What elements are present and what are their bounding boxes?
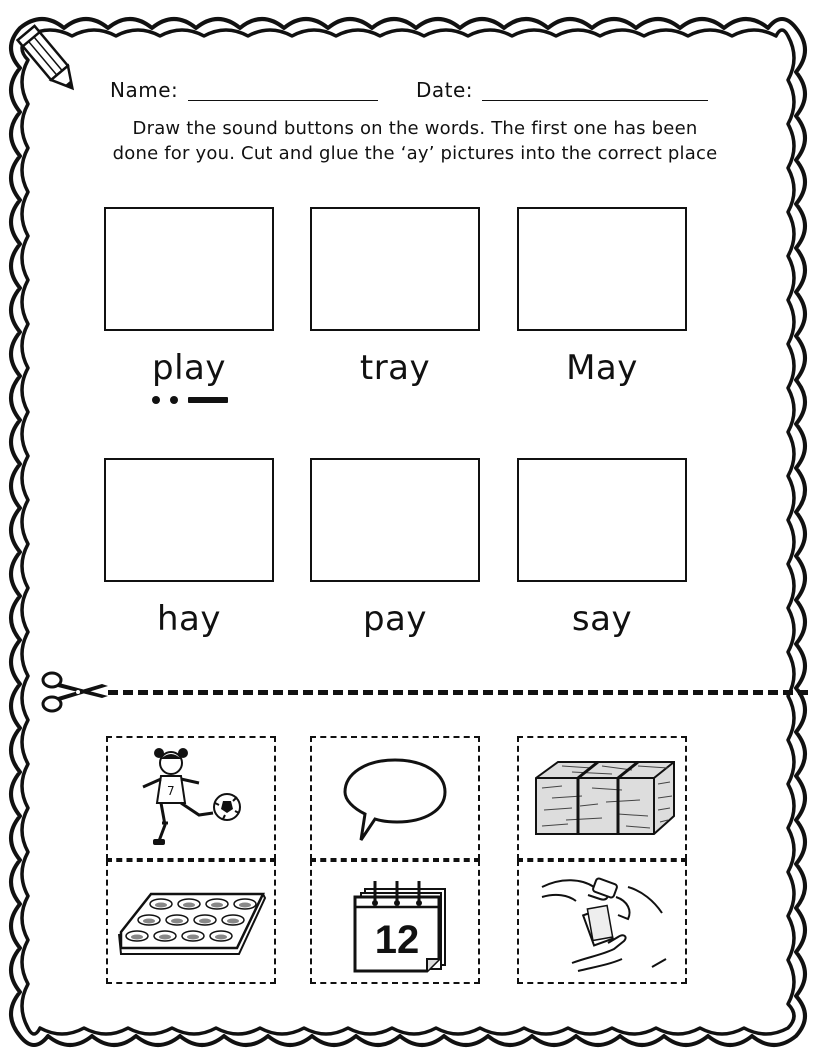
cutout-calendar[interactable] [310,860,480,984]
instructions-text: Draw the sound buttons on the words. The first one has been done for you. Cut and glue the ‘ay’ pictures into the correct place [112,118,718,164]
date-label: Date: [416,78,474,102]
cutout-muffin-tray[interactable] [106,860,276,984]
date-field[interactable] [482,100,708,101]
paying-money-icon [532,867,672,977]
picture-box-say[interactable] [517,458,687,582]
cutout-hay-bale[interactable] [517,736,687,860]
girl-playing-football-icon [131,743,251,853]
sound-dot-l [170,396,178,404]
hay-bale-icon [522,748,682,848]
cut-line [108,690,808,695]
name-label: Name: [110,78,179,102]
scissors-icon [40,668,112,716]
pencil-icon [8,18,92,102]
name-field[interactable] [188,100,378,101]
sound-dot-p [152,396,160,404]
svg-text:7: 7 [167,784,175,798]
cutout-paying-money[interactable] [517,860,687,984]
picture-box-tray[interactable] [310,207,480,331]
cutout-girl-playing-football[interactable] [106,736,276,860]
picture-box-play[interactable] [104,207,274,331]
picture-box-pay[interactable] [310,458,480,582]
speech-bubble-icon [335,748,455,848]
word-say: say [571,599,633,639]
sound-dash-ay [188,397,228,403]
word-tray: tray [359,348,431,388]
word-pay: pay [362,599,428,639]
word-play: play [152,348,226,388]
sound-buttons-example [148,392,232,408]
word-may: May [566,348,638,388]
picture-box-hay[interactable] [104,458,274,582]
muffin-tray-icon [111,872,271,972]
word-hay: hay [156,599,221,639]
picture-box-may[interactable] [517,207,687,331]
calendar-icon [335,867,455,977]
calendar-date-number: 12 [374,918,420,962]
cutout-speech-bubble[interactable] [310,736,480,860]
